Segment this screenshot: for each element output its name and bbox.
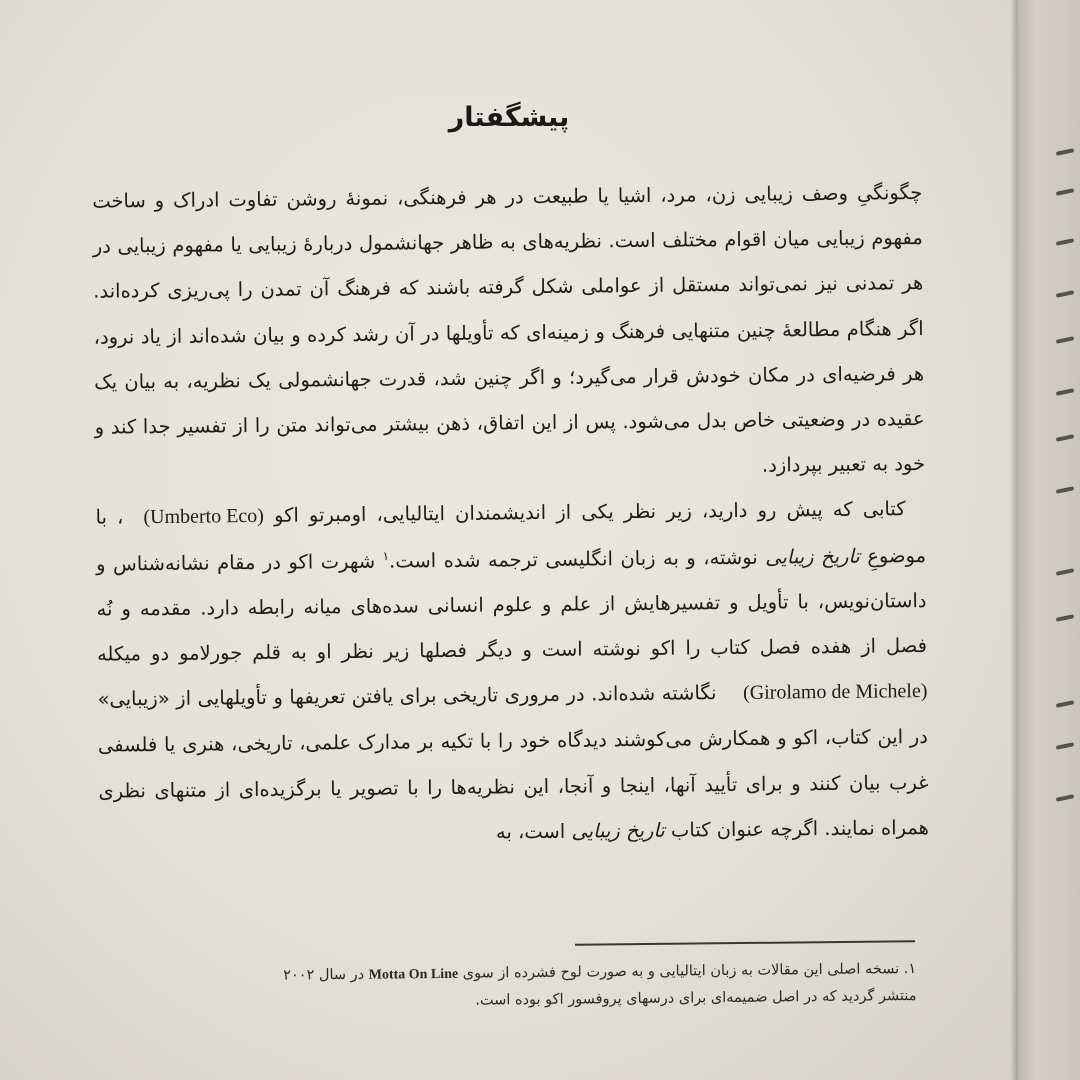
margin-mark — [1056, 486, 1074, 494]
margin-mark — [1056, 148, 1074, 156]
margin-mark — [1056, 290, 1074, 298]
paragraph-2-middle: شهرت اکو در مقام نشانه‌شناس و داستان‌نویس، با تأویل و تفسیرهایش از علم و علوم انسانی سده‌های میانه رابطه دارد. مقدمه و نُه فصل از هفده فصل کتاب را اکو نوشته است و دیگر فصلها زیر نظر او به قلم جورلامو دو میکله — [95, 549, 928, 666]
footnote-divider — [575, 940, 915, 946]
paragraph-2-ending: است، به — [495, 819, 566, 844]
margin-mark — [1056, 614, 1074, 622]
paragraph-2-intro: کتابی که پیش رو دارید، زیر نظر یکی از اندیشمندان ایتالیایی، اومبرتو اکو — [273, 497, 906, 528]
margin-mark — [1056, 700, 1074, 708]
page-title: پیشگفتار — [448, 102, 570, 133]
coauthor-name-latin: (Girolamo de Michele) — [742, 680, 928, 705]
margin-mark — [1056, 388, 1074, 396]
margin-mark — [1056, 188, 1074, 196]
margin-mark — [1056, 568, 1074, 576]
margin-mark — [1056, 434, 1074, 442]
paragraph-2-after-title: نوشته، و به زبان انگلیسی ترجمه شده است. — [388, 545, 758, 573]
footnote-line-2: منتشر گردید که در اصل ضمیمه‌ای برای درسهای پروفسور اکو بوده است. — [475, 987, 917, 1009]
margin-mark — [1056, 742, 1074, 750]
facing-page-edge — [1018, 0, 1080, 1080]
footnote-line-1-year: در سال ۲۰۰۲ — [283, 966, 365, 984]
margin-mark — [1056, 336, 1074, 344]
footnote-line-1-text: ۱. نسخه اصلی این مقالات به زبان ایتالیایی و به صورت لوح فشرده از سوی — [462, 960, 917, 982]
paragraph-2-after-coauthor: نگاشته شده‌اند. در مروری تاریخی برای یافتن تعریفها و تأویلهایی از «زیبایی» در این کتاب، اکو و همکارش می‌کوشند دیدگاه خود را با تکیه بر مدارک علمی، تاریخی، هنری یا فلسفی غرب بیان کنند و برای تأیید آنها، اینجا و آنجا، این نظریه‌ها را با تصویر یا برگزیده‌ای از متنهای نظری همراه نمایند. اگرچه عنوان کتاب — [97, 681, 930, 842]
paragraph-1: چگونگیِ وصف زیبایی زن، مرد، اشیا یا طبیعت در هر فرهنگی، نمونهٔ روشن تفاوت ادراک و ساخت مفهوم زیبایی میان اقوام مختلف است. نظریه‌های به ظاهر جهانشمول دربارهٔ زیبایی یا مفهوم زیبایی در هر تمدنی نیز نمی‌تواند مستقل از عواملی شکل گرفته باشند که فرهنگ آن تمدن را پی‌ریزی کرده‌اند. اگر هنگام مطالعهٔ چنین متنهایی فرهنگ و زمینه‌ای که تأویلها در آن رشد کرده و بیان شده‌اند از یاد نرود، هر فرضیه‌ای در مکان خودش قرار می‌گیرد؛ و اگر چنین شد، قدرت جهانشمولی یک نظریه، به بیان یک عقیده در وضعیتی خاص بدل می‌شود. پس از این اتفاق، ذهن بیشتر می‌تواند متن را از تفسیر جدا کند و خود به تعبیر بپردازد. — [92, 180, 926, 477]
footnote — [96, 956, 917, 1019]
book-title-1: تاریخ زیبایی — [765, 544, 860, 569]
publisher-name-latin: Motta On Line — [368, 966, 459, 983]
book-title-2: تاریخ زیبایی — [571, 818, 665, 843]
margin-mark — [1056, 794, 1074, 802]
paragraph-2-after-name: ، با موضوعِ — [95, 505, 927, 568]
body-text — [92, 170, 929, 859]
margin-mark — [1056, 238, 1074, 246]
paragraph-2 — [95, 486, 929, 858]
footnote-reference: ۱ — [382, 548, 390, 563]
author-name-latin: (Umberto Eco) — [143, 505, 265, 529]
